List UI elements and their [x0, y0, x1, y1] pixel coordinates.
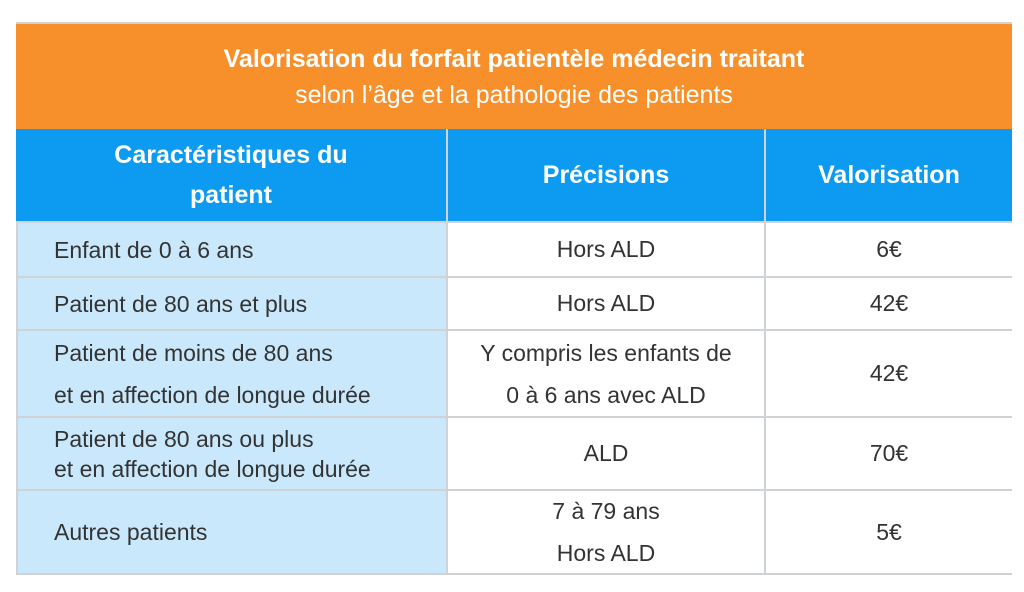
- row-1-characteristics-text: Enfant de 0 à 6 ans: [54, 236, 254, 263]
- header-precisions-label: Précisions: [542, 161, 670, 189]
- row-5-precisions-line2: Hors ALD: [556, 540, 656, 566]
- row-4-valorisation: [764, 416, 1012, 489]
- row-3-characteristics-line1: Patient de moins de 80 ans: [54, 339, 333, 366]
- row-3-precisions-line1: Y compris les enfants de: [480, 339, 732, 366]
- row-4-characteristics-line1: Patient de 80 ans ou plus: [54, 425, 314, 452]
- row-1-valorisation: [764, 223, 1012, 276]
- header-characteristics-line2: patient: [190, 181, 272, 209]
- header-characteristics-line1: Caractéristiques du: [114, 141, 348, 169]
- row-5-characteristics-text: Autres patients: [54, 519, 208, 545]
- table-title: Valorisation du forfait patientèle médecin traitant: [223, 44, 805, 73]
- header-valorisation: [764, 129, 1012, 223]
- row-4-characteristics: [16, 416, 446, 489]
- row-5-valorisation-text: 5€: [876, 518, 902, 545]
- row-2-valorisation: [764, 276, 1012, 329]
- row-5-precisions-line1: 7 à 79 ans: [552, 498, 660, 524]
- table-grid: [16, 129, 1012, 573]
- row-5-precisions: [446, 489, 764, 573]
- row-1-valorisation-text: 6€: [876, 236, 902, 262]
- row-2-characteristics-text: Patient de 80 ans et plus: [54, 290, 308, 317]
- row-2-characteristics: [16, 276, 446, 329]
- row-4-precisions-text: ALD: [583, 440, 629, 466]
- row-1-precisions: [446, 223, 764, 276]
- row-4-valorisation-text: 70€: [869, 440, 909, 466]
- row-3-precisions: [446, 329, 764, 416]
- row-3-characteristics-line2: et en affection de longue durée: [54, 381, 371, 408]
- row-3-characteristics: [16, 329, 446, 416]
- forfait-table: [16, 22, 1012, 575]
- row-4-precisions: [446, 416, 764, 489]
- row-1-precisions-text: Hors ALD: [556, 236, 656, 262]
- row-2-precisions-text: Hors ALD: [556, 290, 656, 316]
- table-title-bar: [16, 24, 1012, 129]
- row-3-precisions-line2: 0 à 6 ans avec ALD: [506, 381, 706, 408]
- row-1-characteristics: [16, 223, 446, 276]
- row-2-precisions: [446, 276, 764, 329]
- row-4-characteristics-line2: et en affection de longue durée: [54, 455, 371, 482]
- header-precisions: [446, 129, 764, 223]
- header-valorisation-label: Valorisation: [818, 161, 960, 189]
- row-3-valorisation-text: 42€: [869, 360, 909, 386]
- row-5-characteristics: [16, 489, 446, 573]
- header-characteristics: [16, 129, 446, 223]
- row-3-valorisation: [764, 329, 1012, 416]
- row-2-valorisation-text: 42€: [869, 290, 909, 316]
- row-5-valorisation: [764, 489, 1012, 573]
- table-subtitle: selon l’âge et la pathologie des patients: [295, 80, 733, 109]
